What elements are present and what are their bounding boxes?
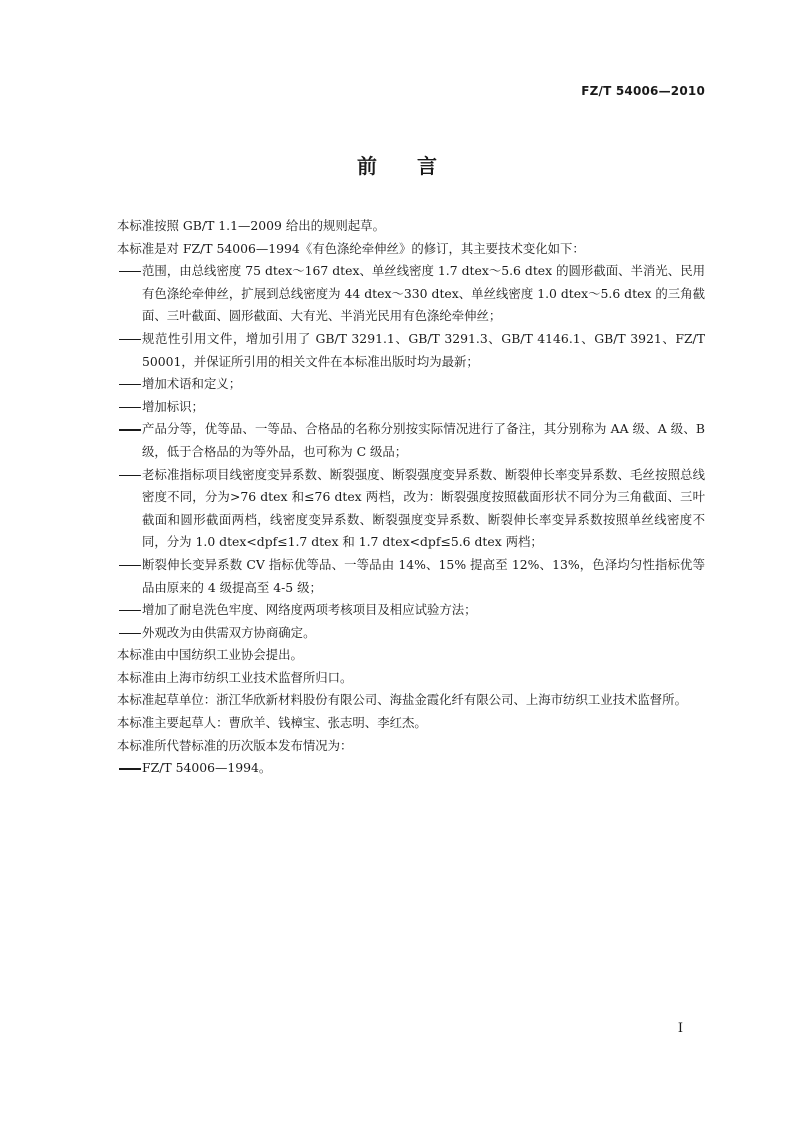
list-item-text: 范围，由总线密度 75 dtex～167 dtex、单丝线密度 1.7 dtex～5.6 dtex 的圆形截面、半消光、民用有色涤纶牵伸丝，扩展到总线密度为 44 dtex～330 dtex、单丝线密度 1.0 dtex～5.6 dtex 的三角截面、三叶截面、圆形截面、大有光、半消光民用有色涤纶牵伸丝； <box>142 263 705 324</box>
list-item <box>117 622 705 645</box>
page-title: 前言 <box>357 154 477 178</box>
change-list <box>117 260 705 644</box>
list-item <box>117 464 705 554</box>
list-item <box>117 373 705 396</box>
list-item <box>117 599 705 622</box>
body-paragraph: 本标准起草单位：浙江华欣新材料股份有限公司、海盐金霞化纤有限公司、上海市纺织工业技术监督所。 <box>117 692 687 708</box>
list-item-text: 断裂伸长变异系数 CV 指标优等品、一等品由 14%、15% 提高至 12%、13%，色泽均匀性指标优等品由原来的 4 级提高至 4-5 级； <box>142 556 705 595</box>
body-paragraph: 本标准是对 FZ/T 54006—1994《有色涤纶牵伸丝》的修订，其主要技术变化如下： <box>117 240 585 256</box>
body-paragraph: 本标准所代替标准的历次版本发布情况为： <box>117 737 353 753</box>
body-paragraph: 本标准主要起草人：曹欣羊、钱樟宝、张志明、李红杰。 <box>117 715 427 731</box>
document-body <box>117 215 705 780</box>
list-item <box>117 396 705 419</box>
previous-edition-text: FZ/T 54006—1994。 <box>142 760 272 776</box>
list-item-text: 规范性引用文件，增加引用了 GB/T 3291.1、GB/T 3291.3、GB/T 4146.1、GB/T 3921、FZ/T 50001，并保证所引用的相关文件在本标准出版时均为最新； <box>142 330 705 369</box>
list-item-text: 增加标识； <box>142 398 204 414</box>
list-item-text: 外观改为由供需双方协商确定。 <box>142 624 316 640</box>
list-item <box>117 260 705 328</box>
list-item-text: 老标准指标项目线密度变异系数、断裂强度、断裂强度变异系数、断裂伸长率变异系数、毛丝按照总线密度不同，分为>76 dtex 和≤76 dtex 两档，改为：断裂强度按照截面形状不同分为三角截面、三叶截面和圆形截面两档，线密度变异系数、断裂强度变异系数、断裂伸长率变异系数按照单丝线密度不同，分为 1.0 dtex<dpf≤1.7 dtex 和 1.7 dtex<dpf≤5.6 dtex 两档； <box>142 466 705 550</box>
list-item <box>117 554 705 599</box>
body-paragraph: 本标准由中国纺织工业协会提出。 <box>117 647 303 663</box>
standard-code-header: FZ/T 54006—2010 <box>581 84 705 98</box>
body-paragraph: 本标准由上海市纺织工业技术监督所归口。 <box>117 669 353 685</box>
list-item-text: 增加术语和定义； <box>142 376 242 392</box>
list-item <box>117 328 705 373</box>
body-paragraph: 本标准按照 GB/T 1.1—2009 给出的规则起草。 <box>117 218 385 233</box>
list-item-text: 产品分等，优等品、一等品、合格品的名称分别按实际情况进行了备注，其分别称为 AA 级、A 级、B 级，低于合格品的为等外品，也可称为 C 级品； <box>142 421 705 459</box>
list-item-text: 增加了耐皂洗色牢度、网络度两项考核项目及相应试验方法； <box>142 602 477 618</box>
list-item <box>117 418 705 463</box>
list-item <box>117 757 705 780</box>
page-number: I <box>677 1021 683 1036</box>
